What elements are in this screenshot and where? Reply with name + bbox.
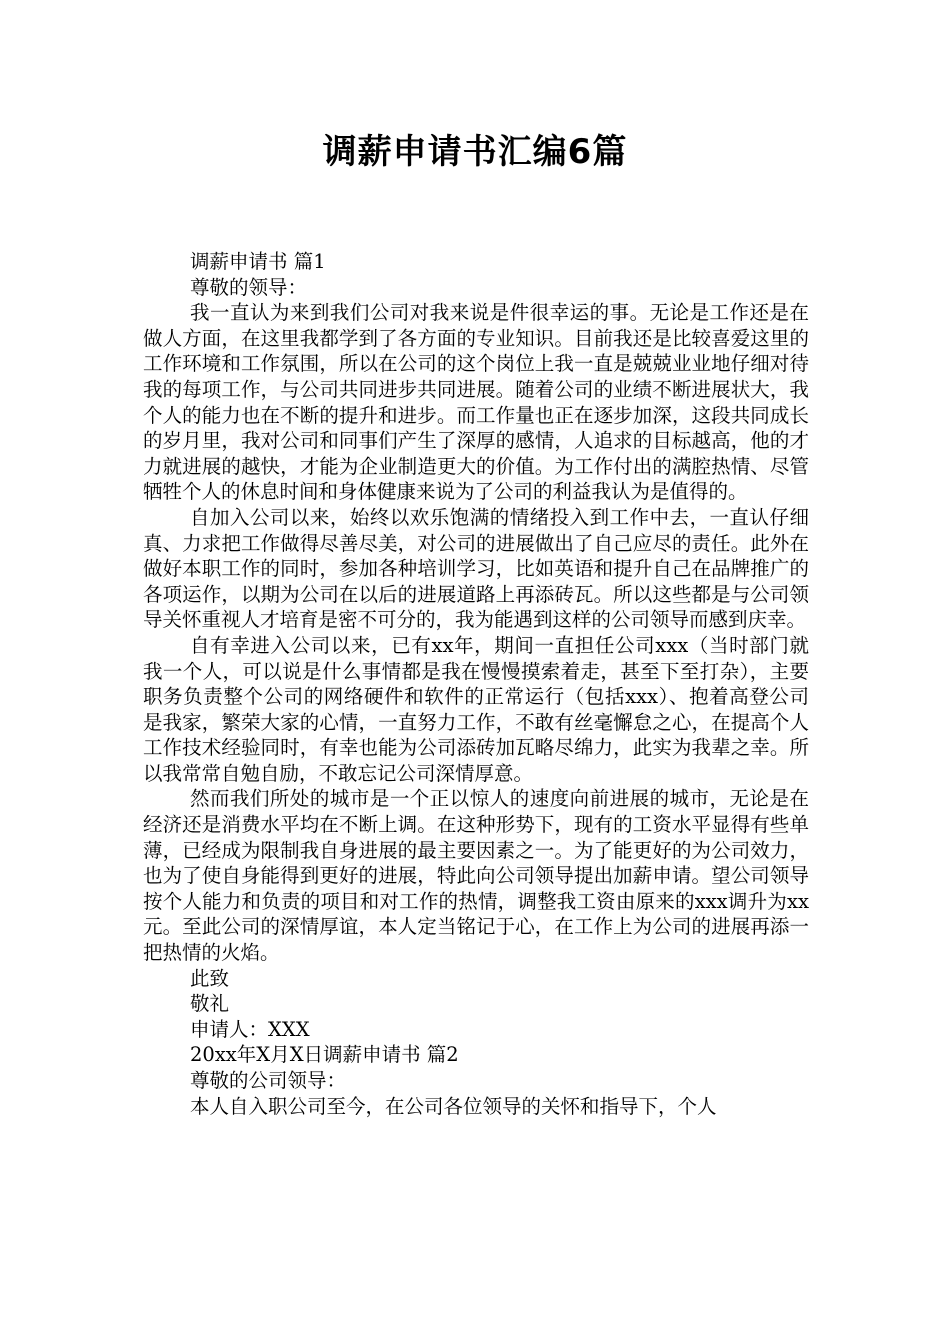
applicant-line: 申请人：XXX: [190, 1017, 310, 1041]
paragraph-4: 然而我们所处的城市是一个正以惊人的速度向前进展的城市，无论是在经济还是消费水平均在不断上调。在这种形势下，现有的工资水平显得有些单薄，已经成为限制我自身进展的最主要因素之一。为了能更好的为公司效力，也为了使自身能得到更好的进展，特此向公司领导提出加薪申请。望公司领导按个人能力和负责的项目和对工作的热情，调整我工资由原来的xxx调升为xx元。至此公司的深情厚谊，本人定当铭记于心，在工作上为公司的进展再添一把热情的火焰。: [143, 787, 809, 965]
date-and-section-2-heading: 20xx年X月X日调薪申请书 篇2: [190, 1043, 459, 1067]
closing-jingli: 敬礼: [190, 992, 230, 1016]
paragraph-3: 自有幸进入公司以来，已有xx年，期间一直担任公司xxx（当时部门就我一个人，可以说是什么事情都是我在慢慢摸索着走，甚至下至打杂），主要职务负责整个公司的网络硬件和软件的正常运行（包括xxx）、抱着高登公司是我家，繁荣大家的心情，一直努力工作，不敢有丝毫懈怠之心，在提高个人工作技术经验同时，有幸也能为公司添砖加瓦略尽绵力，此实为我辈之幸。所以我常常自勉自励，不敢忘记公司深情厚意。: [143, 633, 809, 785]
paragraph-1: 我一直认为来到我们公司对我来说是件很幸运的事。无论是工作还是在做人方面，在这里我都学到了各方面的专业知识。目前我还是比较喜爱这里的工作环境和工作氛围，所以在公司的这个岗位上我一直是兢兢业业地仔细对待我的每项工作，与公司共同进步共同进展。随着公司的业绩不断进展状大，我个人的能力也在不断的提升和进步。而工作量也正在逐步加深，这段共同成长的岁月里，我对公司和同事们产生了深厚的感情，人追求的目标越高，他的才力就进展的越快，才能为企业制造更大的价值。为工作付出的满腔热情、尽管牺牲个人的休息时间和身体健康来说为了公司的利益我认为是值得的。: [143, 301, 809, 504]
section-2-first-line: 本人自入职公司至今，在公司各位领导的关怀和指导下，个人: [190, 1094, 717, 1118]
salutation-1: 尊敬的领导：: [190, 275, 308, 299]
salutation-2: 尊敬的公司领导：: [190, 1069, 347, 1092]
section-1-heading: 调薪申请书 篇1: [190, 250, 326, 273]
document-title: 调薪申请书汇编6篇: [322, 132, 628, 172]
closing-cizhi: 此致: [190, 966, 230, 990]
paragraph-2: 自加入公司以来，始终以欢乐饱满的情绪投入到工作中去，一直认仔细真、力求把工作做得尽善尽美，对公司的进展做出了自己应尽的责任。此外在做好本职工作的同时，参加各种培训学习，比如英语和提升自己在品牌推广的各项运作，以期为公司在以后的进展道路上再添砖瓦。所以这些都是与公司领导关怀重视人才培育是密不可分的，我为能遇到这样的公司领导而感到庆幸。: [143, 505, 809, 632]
document-body: [143, 249, 809, 1119]
